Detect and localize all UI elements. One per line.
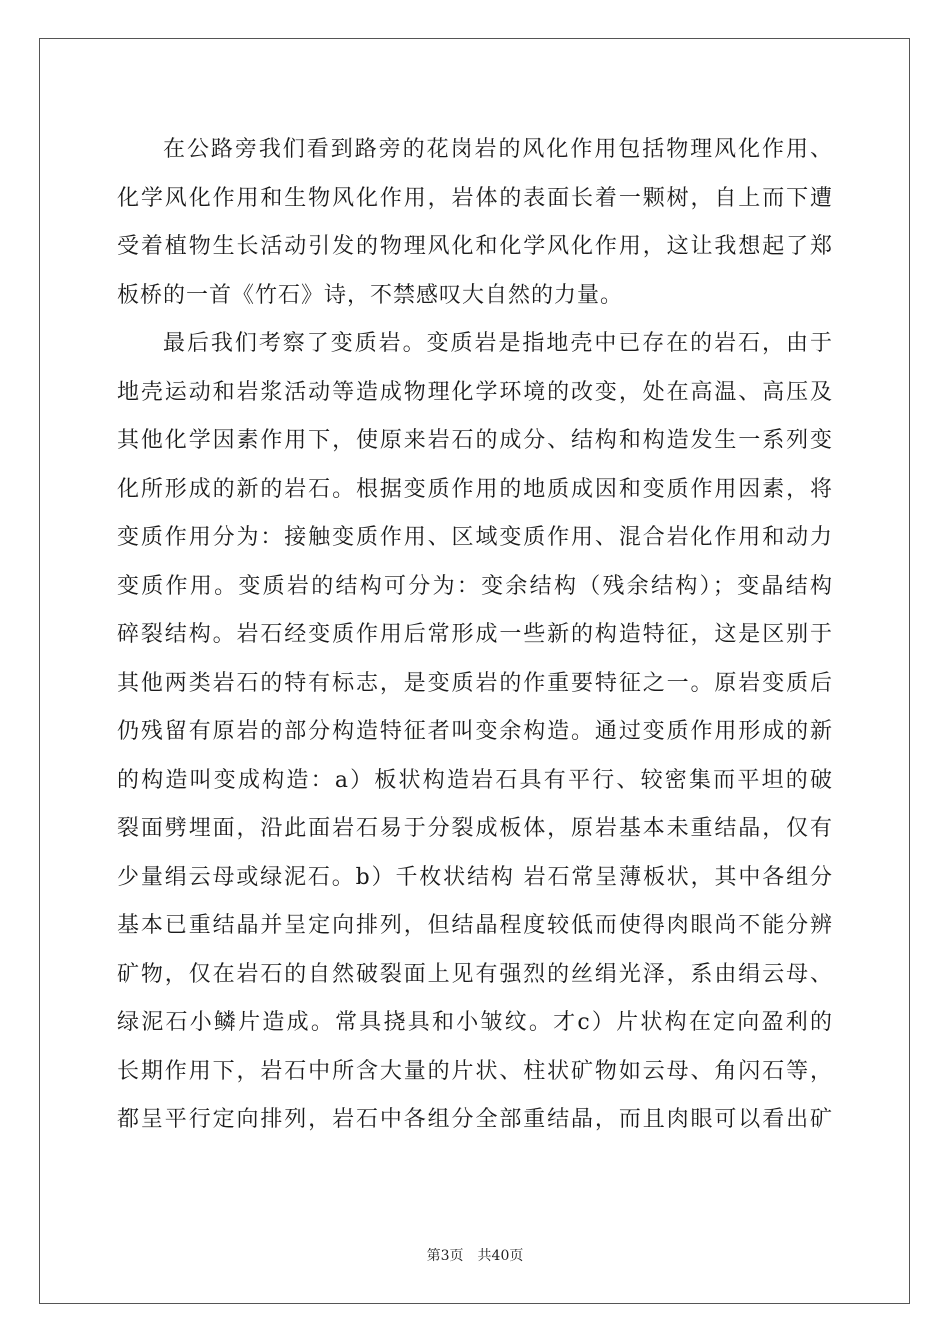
paragraph-2-line-4: 化所形成的新的岩石。根据变质作用的地质成因和变质作用因素，将 [117, 476, 833, 502]
paragraph-2-line-5: 变质作用分为：接触变质作用、区域变质作用、混合岩化作用和动力 [117, 525, 833, 550]
paragraph-2-line-3: 其他化学因素作用下，使原来岩石的成分、结构和构造发生一系列变 [117, 428, 833, 453]
paragraph-2-line-7: 碎裂结构。岩石经变质作用后常形成一些新的构造特征，这是区别于 [117, 622, 833, 647]
paragraph-2-line-11: 裂面劈埋面，沿此面岩石易于分裂成板体，原岩基本未重结晶，仅有 [117, 816, 833, 841]
paragraph-2-line-6: 变质作用。变质岩的结构可分为：变余结构（残余结构）；变晶结构 [117, 573, 833, 599]
paragraph-2-line-10: 的构造叫变成构造：a）板状构造岩石具有平行、较密集而平坦的破 [117, 767, 833, 793]
document-body [117, 126, 833, 1145]
paragraph-2-line-13: 基本已重结晶并呈定向排列，但结晶程度较低而使得肉眼尚不能分辨 [117, 913, 833, 938]
paragraph-1-line-1: 在公路旁我们看到路旁的花岗岩的风化作用包括物理风化作用、 [163, 137, 833, 162]
paragraph-2-line-12: 少量绢云母或绿泥石。b）千枚状结构 岩石常呈薄板状，其中各组分 [117, 864, 833, 890]
paragraph-2-line-16: 长期作用下，岩石中所含大量的片状、柱状矿物如云母、角闪石等， [117, 1058, 833, 1084]
paragraph-2-line-9: 仍残留有原岩的部分构造特征者叫变余构造。通过变质作用形成的新 [117, 719, 833, 744]
paragraph-2-line-17: 都呈平行定向排列，岩石中各组分全部重结晶，而且肉眼可以看出矿 [117, 1107, 833, 1132]
paragraph-2-line-1: 最后我们考察了变质岩。变质岩是指地壳中已存在的岩石，由于 [163, 331, 833, 356]
paragraph-1-line-2: 化学风化作用和生物风化作用，岩体的表面长着一颗树，自上而下遭 [117, 185, 833, 211]
paragraph-2-line-15: 绿泥石小鳞片造成。常具挠具和小皱纹。才c）片状构在定向盈利的 [117, 1010, 833, 1035]
paragraph-1-line-4: 板桥的一首《竹石》诗，不禁感叹大自然的力量。 [117, 282, 624, 308]
page-footer [0, 1247, 950, 1265]
total-pages-label: 共40页 [477, 1248, 524, 1264]
paragraph-1-line-3: 受着植物生长活动引发的物理风化和化学风化作用，这让我想起了郑 [117, 234, 833, 259]
paragraph-2-line-14: 矿物，仅在岩石的自然破裂面上见有强烈的丝绢光泽，系由绢云母、 [117, 961, 833, 987]
paragraph-2-line-8: 其他两类岩石的特有标志，是变质岩的作重要特征之一。原岩变质后 [117, 670, 833, 696]
paragraph-2-line-2: 地壳运动和岩浆活动等造成物理化学环境的改变，处在高温、高压及 [117, 379, 833, 405]
page-number-label: 第3页 [426, 1248, 464, 1264]
